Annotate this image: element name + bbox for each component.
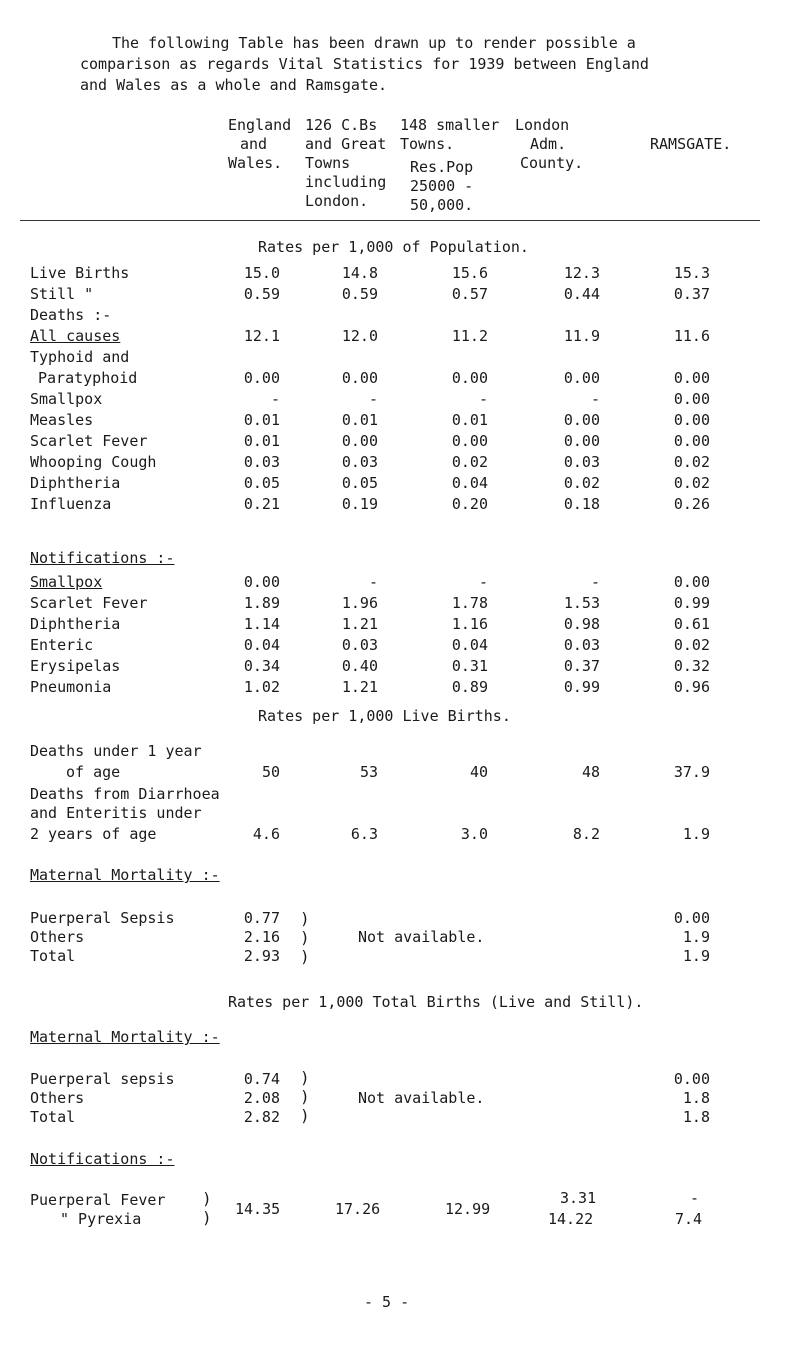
row-value: 0.00 bbox=[341, 432, 378, 450]
row-value: 1.8 bbox=[682, 1108, 710, 1126]
row-value: 1.16 bbox=[451, 615, 488, 633]
row-value: 0.89 bbox=[451, 678, 488, 696]
row-value: 0.18 bbox=[563, 495, 600, 513]
row-value: 0.59 bbox=[243, 285, 280, 303]
row-value: 2.93 bbox=[243, 947, 280, 965]
row-label: Others bbox=[30, 928, 85, 946]
pf-london-pyrexia: 14.22 bbox=[548, 1210, 594, 1228]
row-value: 1.9 bbox=[682, 947, 710, 965]
row-value: 0.32 bbox=[673, 657, 710, 675]
row-label: Typhoid and bbox=[30, 348, 130, 366]
row-value: 0.02 bbox=[673, 474, 710, 492]
section-heading-total-births: Rates per 1,000 Total Births (Live and Still). bbox=[228, 993, 644, 1011]
row-value: 0.19 bbox=[341, 495, 378, 513]
bracket-1: ) ) ) bbox=[300, 909, 310, 966]
row-value: 0.99 bbox=[673, 594, 710, 612]
row-value: 11.6 bbox=[673, 327, 710, 345]
row-value: 0.01 bbox=[341, 411, 378, 429]
row-label: Smallpox bbox=[30, 573, 103, 591]
row-value: 2.16 bbox=[243, 928, 280, 946]
row-label: Total bbox=[30, 947, 76, 965]
not-available-2: Not available. bbox=[358, 1089, 485, 1107]
intro-line-3: and Wales as a whole and Ramsgate. bbox=[80, 76, 388, 94]
row-label: Others bbox=[30, 1089, 85, 1107]
pf-england: 14.35 bbox=[235, 1200, 281, 1218]
row-value: 6.3 bbox=[350, 825, 378, 843]
row-value: 0.04 bbox=[451, 636, 488, 654]
row-value: 15.0 bbox=[243, 264, 280, 282]
row-label: Deaths :- bbox=[30, 306, 112, 324]
pf-london-fever: 3.31 bbox=[560, 1189, 597, 1207]
row-value: 0.00 bbox=[673, 432, 710, 450]
row-value: - bbox=[590, 390, 600, 408]
row-label: Live Births bbox=[30, 264, 130, 282]
bracket-3: ) ) bbox=[202, 1189, 212, 1227]
row-value: 2.08 bbox=[243, 1089, 280, 1107]
row-value: 0.03 bbox=[341, 636, 378, 654]
row-label: All causes bbox=[30, 327, 121, 345]
row-value: 0.99 bbox=[563, 678, 600, 696]
row-value: 8.2 bbox=[572, 825, 600, 843]
row-value: 12.3 bbox=[563, 264, 600, 282]
row-value: 0.03 bbox=[243, 453, 280, 471]
row-value: 1.53 bbox=[563, 594, 600, 612]
row-value: 4.6 bbox=[252, 825, 280, 843]
maternal-mortality-heading-1: Maternal Mortality :- bbox=[30, 866, 220, 884]
pf-ramsgate-fever: - bbox=[690, 1189, 700, 1207]
maternal-mortality-heading-2: Maternal Mortality :- bbox=[30, 1028, 220, 1046]
row-value: 1.89 bbox=[243, 594, 280, 612]
row-value: 0.02 bbox=[673, 636, 710, 654]
notifications-heading-2: Notifications :- bbox=[30, 1150, 175, 1168]
row-label: Erysipelas bbox=[30, 657, 121, 675]
row-value: 0.02 bbox=[563, 474, 600, 492]
row-value: 0.40 bbox=[341, 657, 378, 675]
row-value: 0.01 bbox=[243, 411, 280, 429]
row-value: 0.01 bbox=[243, 432, 280, 450]
not-available-1: Not available. bbox=[358, 928, 485, 946]
row-label: Pneumonia bbox=[30, 678, 112, 696]
row-value: 0.00 bbox=[563, 369, 600, 387]
row-label: Diphtheria bbox=[30, 474, 121, 492]
row-value: 0.04 bbox=[243, 636, 280, 654]
row-value: 0.04 bbox=[451, 474, 488, 492]
row-value: 0.00 bbox=[673, 909, 710, 927]
row-value: 0.01 bbox=[451, 411, 488, 429]
row-value: 0.00 bbox=[673, 1070, 710, 1088]
puerperal-fever-label: Puerperal Fever bbox=[30, 1191, 166, 1209]
row-label: Puerperal sepsis bbox=[30, 1070, 175, 1088]
row-value: 50 bbox=[261, 763, 280, 781]
intro-line-2: comparison as regards Vital Statistics for 1939 between England bbox=[80, 55, 649, 73]
section-heading-live-births: Rates per 1,000 Live Births. bbox=[258, 707, 511, 725]
row-value: 0.00 bbox=[341, 369, 378, 387]
row-value: 0.74 bbox=[243, 1070, 280, 1088]
row-value: 0.00 bbox=[243, 369, 280, 387]
row-value: - bbox=[270, 390, 280, 408]
pyrexia-label: " Pyrexia bbox=[60, 1210, 142, 1228]
row-label: Whooping Cough bbox=[30, 453, 157, 471]
row-value: 0.00 bbox=[673, 573, 710, 591]
row-value: 0.05 bbox=[243, 474, 280, 492]
row-value: 15.3 bbox=[673, 264, 710, 282]
row-value: 0.00 bbox=[243, 573, 280, 591]
row-value: 0.00 bbox=[563, 411, 600, 429]
pf-cbs: 17.26 bbox=[335, 1200, 381, 1218]
row-value: 12.0 bbox=[341, 327, 378, 345]
row-value: 40 bbox=[469, 763, 488, 781]
row-value: 0.00 bbox=[673, 390, 710, 408]
row-label: Paratyphoid bbox=[38, 369, 138, 387]
row-value: - bbox=[478, 573, 488, 591]
row-label: Scarlet Fever bbox=[30, 432, 148, 450]
row-value: 1.9 bbox=[682, 928, 710, 946]
row-label: Puerperal Sepsis bbox=[30, 909, 175, 927]
row-value: 1.8 bbox=[682, 1089, 710, 1107]
row-value: 0.31 bbox=[451, 657, 488, 675]
row-value: 0.57 bbox=[451, 285, 488, 303]
row-value: 11.9 bbox=[563, 327, 600, 345]
intro-line-1: The following Table has been drawn up to render possible a bbox=[112, 34, 636, 52]
row-value: 0.00 bbox=[451, 432, 488, 450]
row-value: 1.21 bbox=[341, 678, 378, 696]
row-value: 0.96 bbox=[673, 678, 710, 696]
notifications-heading: Notifications :- bbox=[30, 549, 175, 567]
row-value: 0.26 bbox=[673, 495, 710, 513]
row-value: 1.96 bbox=[341, 594, 378, 612]
row-value: 0.34 bbox=[243, 657, 280, 675]
row-value: 12.1 bbox=[243, 327, 280, 345]
page-number: - 5 - bbox=[364, 1293, 410, 1311]
row-value: 0.02 bbox=[673, 453, 710, 471]
row-value: 48 bbox=[581, 763, 600, 781]
row-label: Scarlet Fever bbox=[30, 594, 148, 612]
row-value: 0.00 bbox=[451, 369, 488, 387]
row-value: 53 bbox=[359, 763, 378, 781]
row-label: Influenza bbox=[30, 495, 112, 513]
pf-smaller-towns: 12.99 bbox=[445, 1200, 491, 1218]
row-value: 0.05 bbox=[341, 474, 378, 492]
row-value: 0.20 bbox=[451, 495, 488, 513]
row-value: 0.03 bbox=[563, 453, 600, 471]
row-label: Diphtheria bbox=[30, 615, 121, 633]
row-label: Still " bbox=[30, 285, 94, 303]
row-value: 0.00 bbox=[673, 411, 710, 429]
header-rule bbox=[20, 220, 760, 221]
row-value: 0.37 bbox=[563, 657, 600, 675]
row-value: 0.98 bbox=[563, 615, 600, 633]
row-value: - bbox=[590, 573, 600, 591]
row-value: 1.21 bbox=[341, 615, 378, 633]
row-value: 1.78 bbox=[451, 594, 488, 612]
row-value: 0.21 bbox=[243, 495, 280, 513]
row-value: 0.61 bbox=[673, 615, 710, 633]
section-heading-population: Rates per 1,000 of Population. bbox=[258, 238, 529, 256]
row-value: 0.03 bbox=[563, 636, 600, 654]
pf-ramsgate-pyrexia: 7.4 bbox=[675, 1210, 703, 1228]
row-value: 14.8 bbox=[341, 264, 378, 282]
row-value: 1.9 bbox=[682, 825, 710, 843]
row-value: 0.00 bbox=[673, 369, 710, 387]
row-value: 0.00 bbox=[563, 432, 600, 450]
row-value: 3.0 bbox=[460, 825, 488, 843]
row-value: 0.44 bbox=[563, 285, 600, 303]
row-label: Measles bbox=[30, 411, 94, 429]
row-value: 37.9 bbox=[673, 763, 710, 781]
bracket-2: ) ) ) bbox=[300, 1068, 310, 1125]
row-value: 0.77 bbox=[243, 909, 280, 927]
row-value: - bbox=[368, 390, 378, 408]
row-label: Total bbox=[30, 1108, 76, 1126]
row-value: 0.03 bbox=[341, 453, 378, 471]
row-value: 0.59 bbox=[341, 285, 378, 303]
row-value: 15.6 bbox=[451, 264, 488, 282]
row-value: 0.02 bbox=[451, 453, 488, 471]
row-value: - bbox=[478, 390, 488, 408]
column-header-ramsgate: RAMSGATE. bbox=[650, 135, 732, 153]
row-label: Enteric bbox=[30, 636, 94, 654]
row-value: 0.37 bbox=[673, 285, 710, 303]
row-value: - bbox=[368, 573, 378, 591]
row-value: 11.2 bbox=[451, 327, 488, 345]
row-label: Smallpox bbox=[30, 390, 103, 408]
row-value: 1.02 bbox=[243, 678, 280, 696]
row-value: 2.82 bbox=[243, 1108, 280, 1126]
row-value: 1.14 bbox=[243, 615, 280, 633]
